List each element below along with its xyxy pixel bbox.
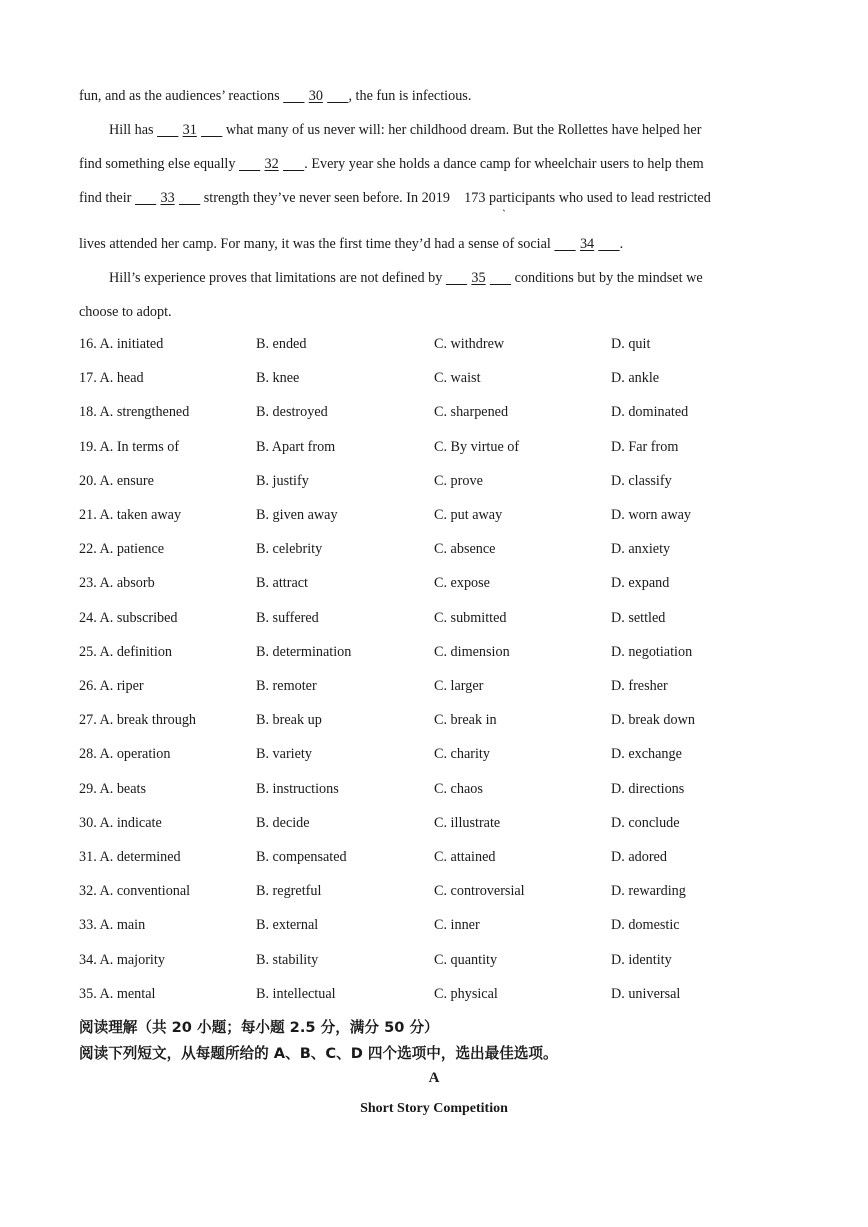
option-d: D. anxiety bbox=[611, 541, 671, 558]
option-c: C. prove bbox=[434, 472, 483, 489]
option-c: C. waist bbox=[434, 370, 481, 387]
option-d: D. universal bbox=[611, 985, 681, 1002]
passage-line-1 bbox=[79, 88, 471, 105]
blank-number: 35 bbox=[471, 270, 486, 286]
option-a: 27. A. break through bbox=[79, 712, 197, 729]
option-b: B. ended bbox=[256, 336, 307, 352]
option-d: D. fresher bbox=[611, 678, 668, 694]
option-b: B. break up bbox=[256, 712, 322, 729]
passage-line-7: choose to adopt. bbox=[79, 304, 172, 320]
passage-line-4 bbox=[79, 190, 711, 207]
option-b: B. instructions bbox=[256, 780, 339, 797]
option-c: C. absence bbox=[434, 541, 496, 558]
option-d: D. worn away bbox=[611, 507, 691, 523]
option-a: 22. A. patience bbox=[79, 541, 165, 558]
passage-line-2 bbox=[109, 122, 701, 139]
option-a: 18. A. strengthened bbox=[79, 404, 190, 421]
option-d: D. classify bbox=[611, 472, 672, 489]
option-b: B. Apart from bbox=[256, 438, 336, 455]
passage-text: find their bbox=[79, 190, 135, 206]
option-d: D. expand bbox=[611, 575, 670, 592]
passage-text: , the fun is infectious. bbox=[348, 88, 472, 104]
passage-text: find something else equally bbox=[79, 156, 239, 172]
option-d: D. conclude bbox=[611, 814, 680, 831]
option-d: D. dominated bbox=[611, 404, 689, 421]
option-d: D. settled bbox=[611, 609, 666, 626]
option-d: D. rewarding bbox=[611, 883, 686, 900]
option-a: 28. A. operation bbox=[79, 746, 171, 763]
option-c: C. sharpened bbox=[434, 404, 509, 421]
option-d: D. Far from bbox=[611, 438, 679, 455]
option-a: 30. A. indicate bbox=[79, 814, 162, 831]
passage-line-6 bbox=[109, 270, 703, 287]
option-b: B. determination bbox=[256, 643, 352, 660]
blank-30 bbox=[283, 88, 348, 105]
passage-line-5 bbox=[79, 236, 623, 253]
option-d: D. exchange bbox=[611, 746, 682, 763]
passage-text: lives attended her camp. For many, it was the first time they’d had a sense of social bbox=[79, 236, 555, 252]
blank-number: 31 bbox=[182, 122, 197, 138]
option-b: B. decide bbox=[256, 814, 310, 831]
blank-number: 32 bbox=[264, 156, 279, 172]
option-c: C. quantity bbox=[434, 951, 498, 968]
passage-text: . Every year she holds a dance camp for wheelchair users to help them bbox=[304, 156, 704, 172]
option-c: C. physical bbox=[434, 985, 498, 1002]
passage-text: conditions but by the mindset we bbox=[511, 270, 703, 286]
option-a: 24. A. subscribed bbox=[79, 609, 178, 626]
option-d: D. quit bbox=[611, 336, 651, 352]
option-c: C. break in bbox=[434, 712, 497, 729]
passage-text: Hill’s experience proves that limitations are not defined by bbox=[109, 270, 446, 286]
option-c: C. dimension bbox=[434, 643, 510, 660]
option-d: D. identity bbox=[611, 951, 672, 968]
option-a: 16. A. initiated bbox=[79, 336, 164, 352]
option-a: 31. A. determined bbox=[79, 849, 181, 865]
option-a: 20. A. ensure bbox=[79, 472, 154, 489]
option-b: B. regretful bbox=[256, 883, 322, 900]
passage-text: what many of us never will: her childhood dream. But the Rollettes have helped her bbox=[222, 122, 702, 138]
option-d: D. ankle bbox=[611, 370, 660, 387]
blank-31 bbox=[157, 122, 222, 139]
option-d: D. domestic bbox=[611, 917, 680, 934]
option-a: 35. A. mental bbox=[79, 985, 156, 1002]
option-b: B. attract bbox=[256, 575, 308, 592]
passage-line-3 bbox=[79, 156, 704, 173]
blank-number: 33 bbox=[160, 190, 175, 206]
option-b: B. intellectual bbox=[256, 985, 336, 1002]
option-a: 26. A. riper bbox=[79, 678, 144, 694]
option-a: 34. A. majority bbox=[79, 951, 165, 968]
section-heading: 阅读理解（共 20 小题；每小题 2.5 分，满分 50 分） bbox=[79, 1019, 439, 1036]
option-d: D. break down bbox=[611, 712, 695, 729]
option-b: B. external bbox=[256, 917, 319, 934]
option-b: B. given away bbox=[256, 507, 338, 523]
option-c: C. put away bbox=[434, 507, 503, 523]
option-c: C. controversial bbox=[434, 883, 525, 900]
blank-32 bbox=[239, 156, 304, 173]
passage-text: fun, and as the audiences’ reactions bbox=[79, 88, 284, 104]
part-label: A bbox=[428, 1070, 440, 1086]
option-c: C. attained bbox=[434, 849, 496, 865]
option-b: B. celebrity bbox=[256, 541, 323, 558]
option-d: D. adored bbox=[611, 849, 667, 865]
option-a: 17. A. head bbox=[79, 370, 144, 387]
option-a: 32. A. conventional bbox=[79, 883, 191, 900]
option-b: B. justify bbox=[256, 472, 309, 489]
blank-33 bbox=[135, 190, 200, 207]
option-b: B. destroyed bbox=[256, 404, 328, 421]
option-b: B. remoter bbox=[256, 678, 317, 694]
passage-text: Hill has bbox=[109, 122, 158, 138]
option-d: D. directions bbox=[611, 780, 685, 797]
option-a: 19. A. In terms of bbox=[79, 438, 180, 455]
blank-34 bbox=[554, 236, 619, 253]
option-c: C. illustrate bbox=[434, 814, 501, 831]
option-b: B. stability bbox=[256, 951, 319, 968]
option-b: B. knee bbox=[256, 370, 300, 387]
passage-text: . bbox=[619, 236, 624, 252]
option-a: 33. A. main bbox=[79, 917, 146, 934]
option-a: 21. A. taken away bbox=[79, 507, 182, 523]
passage-text: strength they’ve never seen before. In 2019 bbox=[200, 190, 450, 206]
option-b: B. variety bbox=[256, 746, 312, 763]
option-a: 23. A. absorb bbox=[79, 575, 155, 592]
option-c: C. larger bbox=[434, 678, 484, 694]
passage-text: 173 participants who used to lead restricted bbox=[464, 190, 711, 206]
option-c: C. charity bbox=[434, 746, 490, 763]
blank-35 bbox=[446, 270, 511, 287]
blank-number: 30 bbox=[308, 88, 323, 104]
option-c: C. expose bbox=[434, 575, 490, 592]
option-d: D. negotiation bbox=[611, 643, 693, 660]
option-c: C. inner bbox=[434, 917, 480, 934]
story-title: Short Story Competition bbox=[360, 1101, 508, 1116]
option-c: C. withdrew bbox=[434, 336, 505, 352]
blank-number: 34 bbox=[579, 236, 595, 252]
option-c: C. chaos bbox=[434, 780, 483, 797]
option-c: C. By virtue of bbox=[434, 438, 520, 455]
stray-mark: ` bbox=[502, 207, 506, 221]
option-a: 29. A. beats bbox=[79, 780, 146, 797]
option-c: C. submitted bbox=[434, 609, 507, 626]
section-instruction: 阅读下列短文，从每题所给的 A、B、C、D 四个选项中，选出最佳选项。 bbox=[79, 1045, 558, 1062]
option-a: 25. A. definition bbox=[79, 643, 173, 660]
option-b: B. compensated bbox=[256, 849, 347, 865]
option-b: B. suffered bbox=[256, 609, 319, 626]
